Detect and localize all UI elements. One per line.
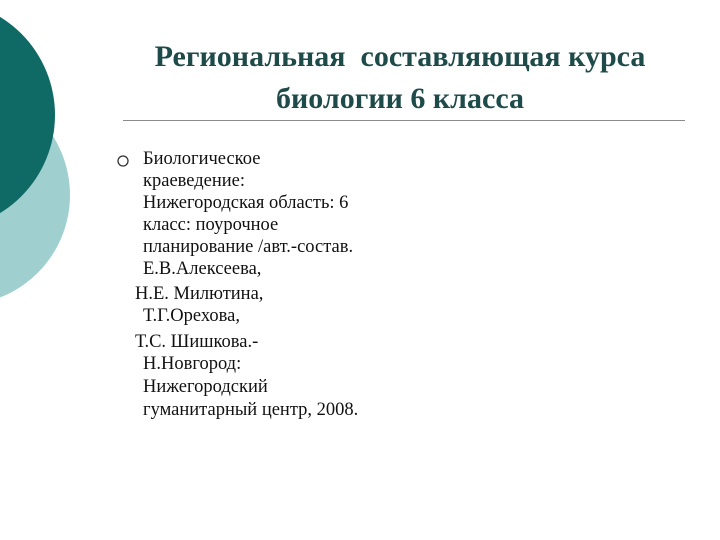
body-line-3: Нижегородская область: 6 — [143, 193, 349, 213]
body-line-5: планирование /авт.-состав. — [143, 237, 354, 257]
body-line-6: Е.В.Алексеева, — [143, 259, 262, 279]
body-line-9: Т.С. Шишкова.- — [135, 332, 259, 352]
body-line-10: Н.Новгород: — [143, 354, 242, 374]
body-line-8: Т.Г.Орехова, — [143, 306, 241, 326]
body-line-1: Биологическое — [143, 149, 261, 169]
body-line-7: Н.Е. Милютина, — [135, 284, 264, 304]
body-line-12: гуманитарный центр, 2008. — [143, 400, 359, 420]
body-line-11: Нижегородский — [143, 377, 268, 397]
body-line-4: класс: поурочное — [143, 215, 279, 235]
teal-circles-decoration — [0, 0, 90, 300]
title-line-2: биологии 6 класса — [275, 82, 525, 115]
body-line-2: краеведение: — [143, 171, 246, 191]
slide-title — [110, 36, 690, 120]
title-line-1: Региональная составляющая курса — [154, 40, 646, 73]
title-divider — [123, 120, 685, 121]
hollow-circle-bullet-icon — [116, 154, 130, 168]
